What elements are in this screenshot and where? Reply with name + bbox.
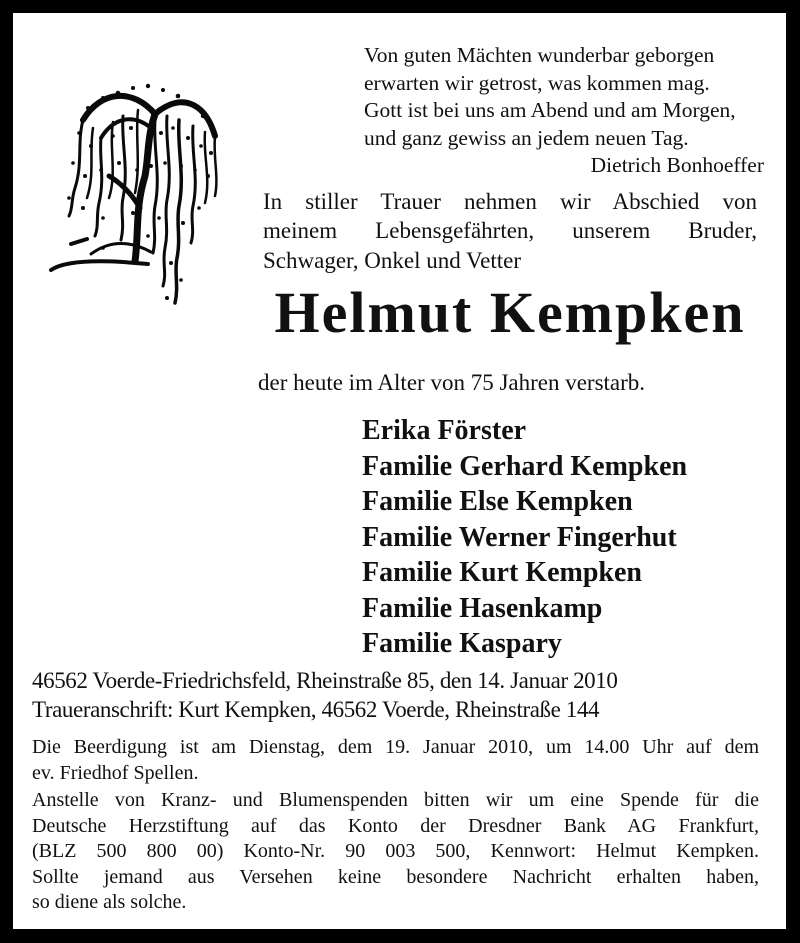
funeral-justified-lines [32,735,759,761]
funeral-info [32,735,759,786]
mourners-list [362,413,687,662]
intro-paragraph [263,187,757,275]
intro-last-line: Schwager, Onkel und Vetter [263,247,521,273]
mourner-name: Familie Kaspary [362,628,562,659]
poem-lines [364,42,768,152]
intro-justified-lines [263,187,757,246]
poem-attribution: Dietrich Bonhoeffer [590,153,764,177]
poem-line: und ganz gewiss an jedem neuen Tag. [364,125,689,150]
address-block [32,667,617,724]
donation-justified-lines [32,788,759,890]
poem-block [364,42,768,180]
donation-line: Anstelle von Kranz- und Blumenspenden bitten wir um eine Spende für die [32,789,759,811]
mourner-name: Familie Kurt Kempken [362,557,642,588]
mourner-name: Familie Werner Fingerhut [362,521,677,553]
poem-line: Gott ist bei uns am Abend und am Morgen, [364,98,736,122]
donation-line: (BLZ 500 800 00) Konto-Nr. 90 003 500, Kennwort: Helmut Kempken. [32,840,759,862]
funeral-last-line: ev. Friedhof Spellen. [32,761,199,784]
address-line-1: 46562 Voerde-Friedrichsfeld, Rheinstraße 85, den 14. Januar 2010 [32,668,618,693]
poem-line: Von guten Mächten wunderbar geborgen [364,43,715,67]
donation-line: Sollte jemand aus Versehen keine besondere Nachricht erhalten haben, [32,865,759,888]
mourner-name: Erika Förster [362,415,527,446]
intro-line: meinem Lebensgefährten, unserem Bruder, [263,218,757,244]
donation-last-line: so diene als solche. [32,891,187,913]
mourner-name: Familie Else Kempken [362,486,633,517]
mourner-name: Familie Gerhard Kempken [362,450,688,482]
intro-line: In stiller Trauer nehmen wir Abschied von [263,189,757,214]
donation-line: Deutsche Herzstiftung auf das Konto der Dresdner Bank AG Frankfurt, [32,814,759,837]
death-statement: der heute im Alter von 75 Jahren verstarb. [258,370,646,395]
funeral-line: Die Beerdigung ist am Dienstag, dem 19. Januar 2010, um 14.00 Uhr auf dem [32,736,759,758]
poem-line: erwarten wir getrost, was kommen mag. [364,70,710,95]
deceased-name: Helmut Kempken [274,280,746,345]
weeping-willow-icon [43,58,243,323]
obituary-page [13,13,786,929]
donation-info [32,788,759,916]
mourner-name: Familie Hasenkamp [362,592,603,624]
address-line-2: Traueranschrift: Kurt Kempken, 46562 Voerde, Rheinstraße 144 [32,696,600,722]
